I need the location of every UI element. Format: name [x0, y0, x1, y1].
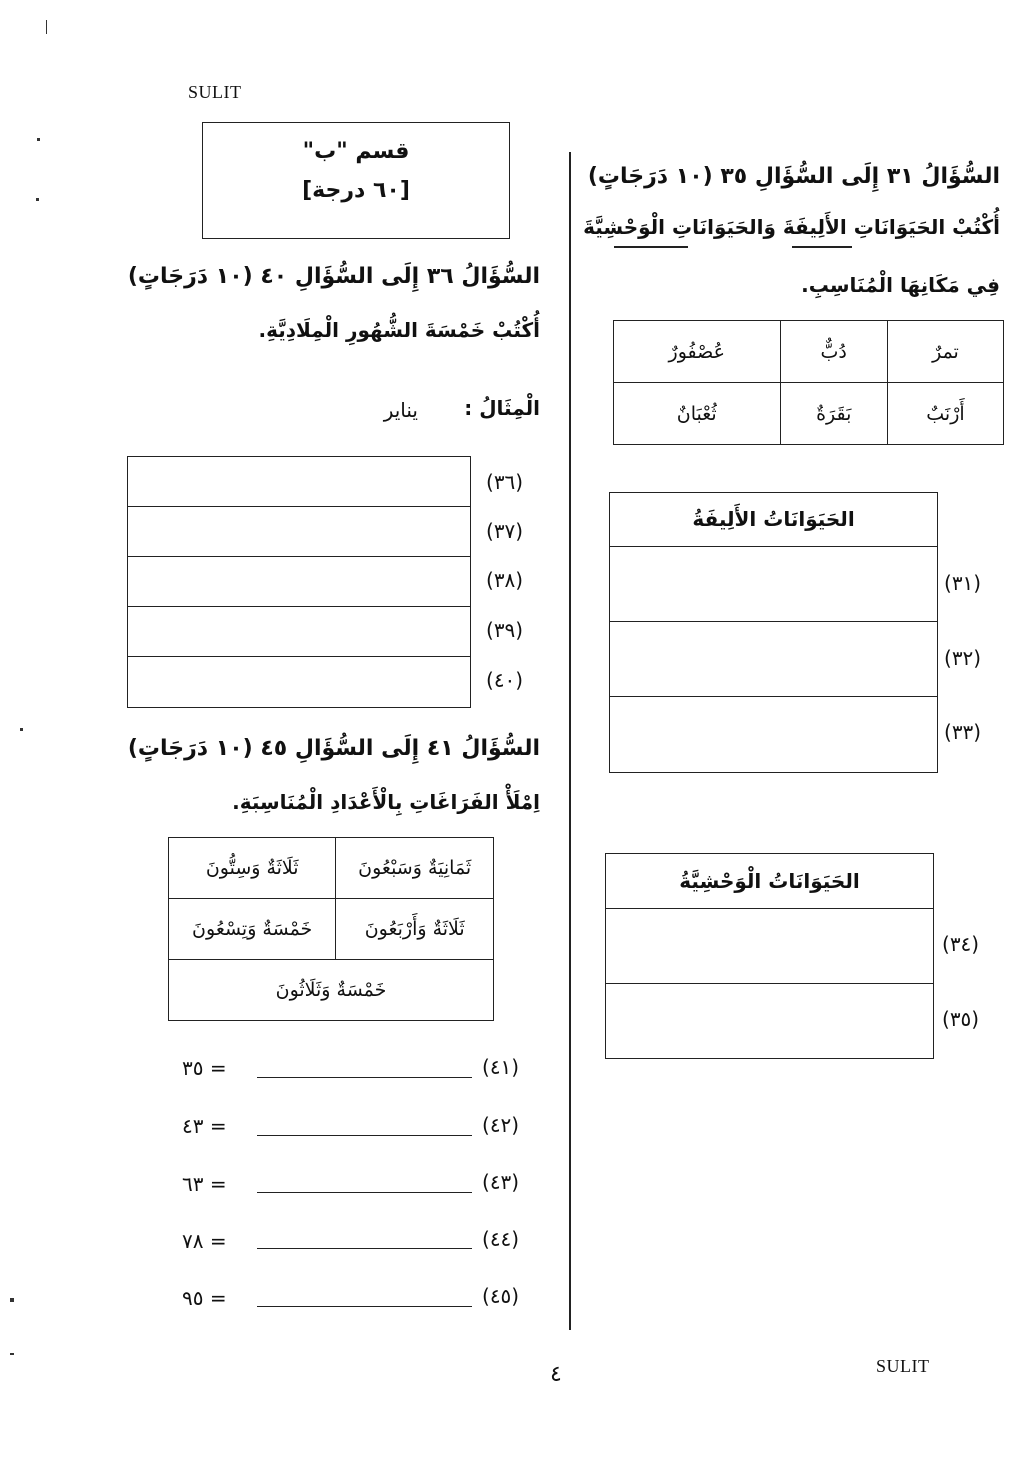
item-42-value: ٤٣ =: [182, 1114, 227, 1138]
word-bank-cell: ثُعْبَانٌ: [614, 383, 781, 445]
answer-44[interactable]: [257, 1248, 472, 1249]
number-35: (٣٥): [942, 1007, 980, 1031]
margin-mark: [37, 138, 40, 141]
section-marks: [٦٠ درجة]: [302, 178, 410, 203]
q41-instruction: اِمْلَأْ الفَرَاغَاتِ بِالْأَعْدَادِ الْمُنَاسِبَةِ.: [232, 790, 540, 814]
item-45-number: (٤٥): [482, 1284, 520, 1308]
header-left: SULIT: [188, 82, 242, 102]
header-right: SULIT: [876, 1356, 930, 1376]
word-bank-cell: عُصْفُورٌ: [614, 321, 781, 383]
number-word-cell: خَمْسَةٌ وَثَلَاثُونَ: [169, 960, 494, 1021]
answer-40[interactable]: [128, 656, 470, 705]
answer-45[interactable]: [257, 1306, 472, 1307]
q36-instruction: أُكْتُبْ خَمْسَةَ الشُّهُورِ الْمِلَادِيَّةِ.: [258, 318, 540, 342]
answer-38[interactable]: [128, 556, 470, 606]
q31-instruction-line1: أُكْتُبْ الحَيَوَانَاتِ الأَلِيفَةَ وَالحَيَوَانَاتِ الْوَحْشِيَّةَ: [583, 215, 1000, 239]
word-bank-cell: تمرٌ: [887, 321, 1003, 383]
margin-mark: [20, 728, 23, 731]
number-34: (٣٤): [942, 932, 980, 956]
answer-42[interactable]: [257, 1135, 472, 1136]
page-number: ٤: [550, 1362, 562, 1387]
underline-domestic: [792, 246, 852, 248]
number-38: (٣٨): [486, 568, 524, 592]
answer-36[interactable]: [128, 457, 470, 506]
item-42-number: (٤٢): [482, 1113, 520, 1137]
domestic-animals-box: [609, 492, 938, 773]
margin-mark: [10, 1353, 14, 1355]
number-37: (٣٧): [486, 519, 524, 543]
item-43-value: ٦٣ =: [182, 1172, 227, 1196]
answer-33[interactable]: [610, 696, 937, 771]
number-31: (٣١): [944, 571, 982, 595]
q31-instruction-line2: فِي مَكَانِهَا الْمُنَاسِبِ.: [801, 273, 1000, 297]
answer-43[interactable]: [257, 1192, 472, 1193]
number-word-cell: ثَمَانِيَةٌ وَسَبْعُونَ: [336, 838, 494, 899]
q36-title: السُّؤَالُ ٣٦ إِلَى السُّؤَالِ ٤٠ (١٠ دَرَجَاتٍ): [127, 264, 540, 289]
margin-mark: [36, 198, 39, 201]
answer-39[interactable]: [128, 606, 470, 656]
item-43-number: (٤٣): [482, 1170, 520, 1194]
answer-41[interactable]: [257, 1077, 472, 1078]
margin-mark: [46, 20, 47, 34]
q31-word-bank: [613, 320, 1004, 445]
word-bank-cell: دُبٌّ: [780, 321, 887, 383]
item-41-value: ٣٥ =: [182, 1056, 227, 1080]
q41-title: السُّؤَالُ ٤١ إِلَى السُّؤَالِ ٤٥ (١٠ دَرَجَاتٍ): [127, 736, 540, 761]
number-33: (٣٣): [944, 720, 982, 744]
number-36: (٣٦): [486, 470, 524, 494]
example-label: الْمِثَالُ :: [464, 396, 540, 420]
number-word-cell: خَمْسَةٌ وَتِسْعُونَ: [169, 899, 336, 960]
wild-header: الحَيَوَانَاتُ الْوَحْشِيَّةُ: [679, 869, 860, 893]
number-32: (٣٢): [944, 646, 982, 670]
margin-mark: [10, 1298, 14, 1302]
answer-37[interactable]: [128, 506, 470, 556]
domestic-header: الحَيَوَانَاتُ الأَلِيفَةُ: [692, 507, 855, 531]
item-41-number: (٤١): [482, 1055, 520, 1079]
wild-animals-box: [605, 853, 934, 1059]
answer-32[interactable]: [610, 621, 937, 696]
answer-34[interactable]: [606, 908, 933, 983]
item-45-value: ٩٥ =: [182, 1286, 227, 1310]
q41-word-bank: [168, 837, 494, 1021]
number-39: (٣٩): [486, 618, 524, 642]
item-44-number: (٤٤): [482, 1227, 520, 1251]
months-answer-box: [127, 456, 471, 708]
example-value: يناير: [383, 398, 418, 422]
word-bank-cell: بَقَرَةٌ: [780, 383, 887, 445]
number-word-cell: ثَلَاثَةٌ وَأَرْبَعُونَ: [336, 899, 494, 960]
answer-31[interactable]: [610, 546, 937, 621]
column-divider: [569, 152, 571, 1330]
word-bank-cell: أَرْنَبٌ: [887, 383, 1003, 445]
section-title: قسم "ب": [302, 139, 410, 164]
q31-title: السُّؤَالُ ٣١ إِلَى السُّؤَالِ ٣٥ (١٠ دَرَجَاتٍ): [587, 164, 1000, 189]
number-word-cell: ثَلَاثَةٌ وَسِتُّونَ: [169, 838, 336, 899]
answer-35[interactable]: [606, 983, 933, 1058]
item-44-value: ٧٨ =: [182, 1229, 227, 1253]
number-40: (٤٠): [486, 668, 524, 692]
section-box: [202, 122, 510, 239]
underline-wild: [614, 246, 688, 248]
